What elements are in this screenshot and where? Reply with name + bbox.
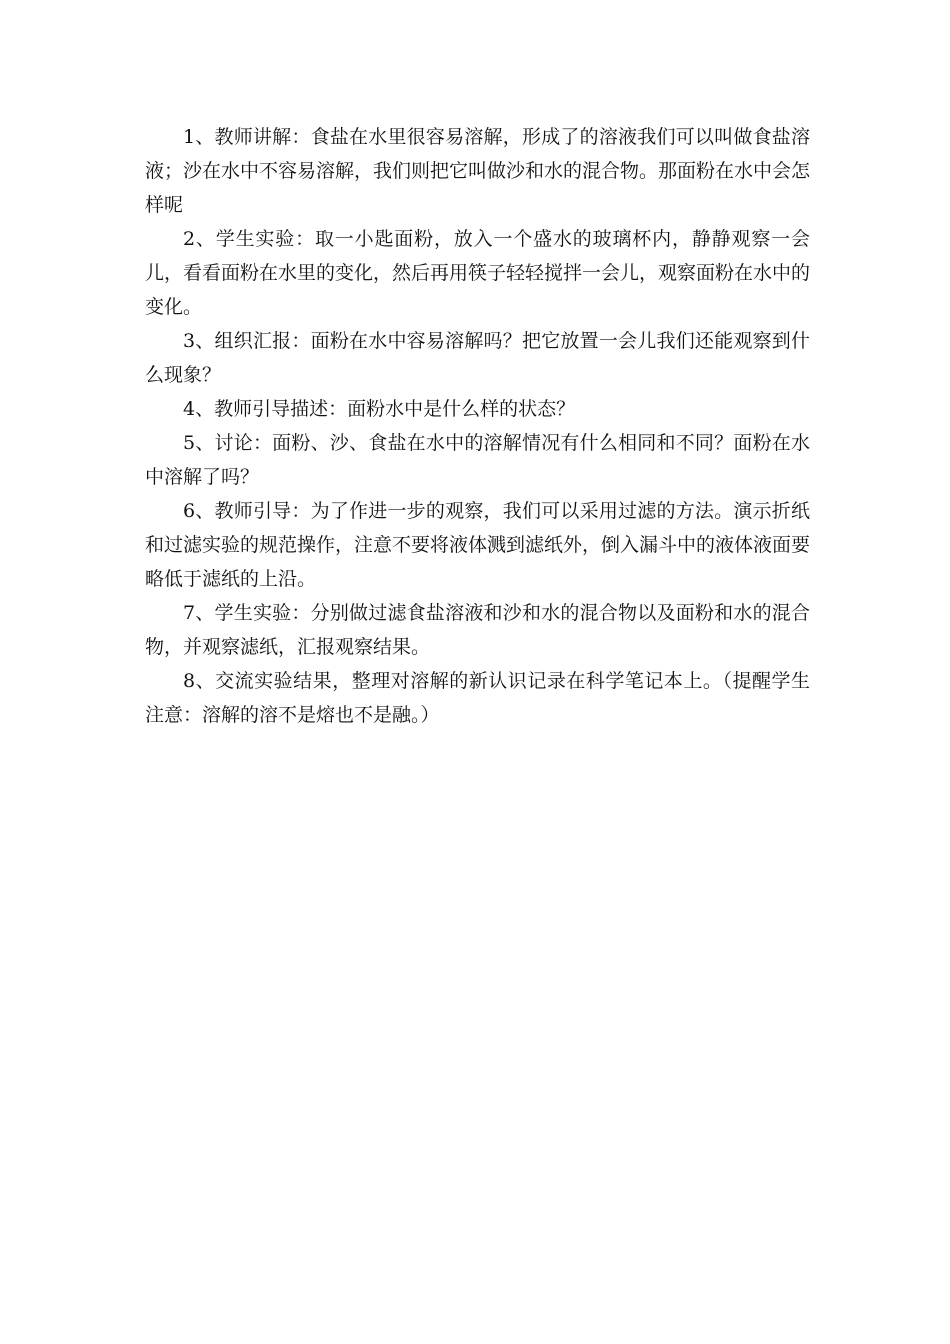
paragraph-step-4: 4、教师引导描述：面粉水中是什么样的状态？ (183, 398, 576, 420)
paragraph-step-7: 7、学生实验：分别做过滤食盐溶液和沙和水的混合物以及面粉和水的混合物，并观察滤纸，汇报观察结果。 (145, 602, 810, 658)
paragraph-step-1: 1、教师讲解：食盐在水里很容易溶解，形成了的溶液我们可以叫做食盐溶液；沙在水中不容易溶解，我们则把它叫做沙和水的混合物。那面粉在水中会怎样呢 (145, 126, 811, 216)
paragraph-step-6: 6、教师引导：为了作进一步的观察，我们可以采用过滤的方法。演示折纸和过滤实验的规范操作，注意不要将液体溅到滤纸外，倒入漏斗中的液体液面要略低于滤纸的上沿。 (145, 500, 811, 590)
document-body (145, 120, 810, 732)
paragraph-step-5: 5、讨论：面粉、沙、食盐在水中的溶解情况有什么相同和不同？面粉在水中溶解了吗？ (145, 432, 810, 488)
paragraph-step-8: 8、交流实验结果，整理对溶解的新认识记录在科学笔记本上。（提醒学生注意：溶解的溶不是熔也不是融。） (145, 670, 810, 726)
paragraph-step-2: 2、学生实验：取一小匙面粉，放入一个盛水的玻璃杯内，静静观察一会儿，看看面粉在水里的变化，然后再用筷子轻轻搅拌一会儿，观察面粉在水中的变化。 (145, 228, 811, 318)
paragraph-step-3: 3、组织汇报：面粉在水中容易溶解吗？把它放置一会儿我们还能观察到什么现象？ (145, 330, 810, 386)
